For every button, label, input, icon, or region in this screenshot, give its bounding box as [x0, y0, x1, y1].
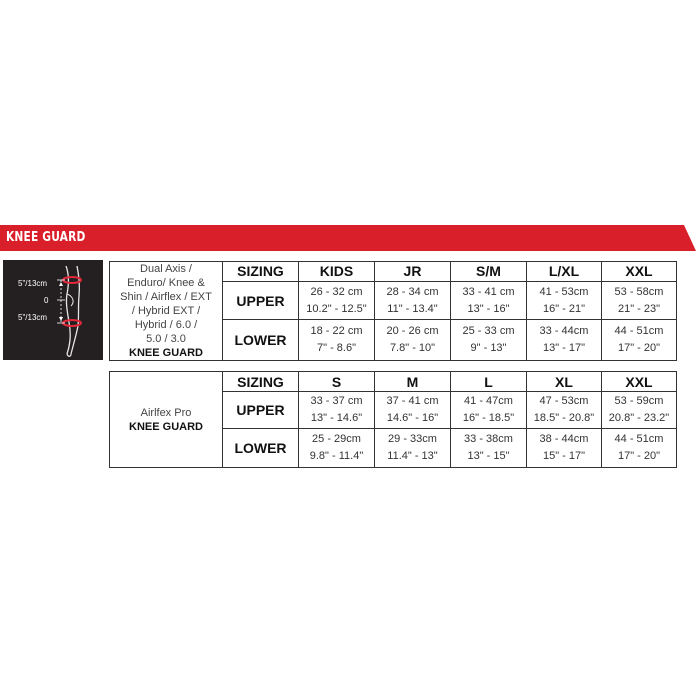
- measurement-cell: 33 - 44cm 13" - 17": [527, 320, 602, 361]
- banner-shape: [0, 225, 696, 251]
- size-header: XL: [527, 372, 602, 392]
- measurement-cell: 25 - 33 cm 9" - 13": [451, 320, 527, 361]
- measurement-cell: 41 - 47cm 16" - 18.5": [451, 392, 527, 429]
- model-cell: [110, 372, 223, 468]
- knee-measurement-diagram: [3, 260, 103, 360]
- sizing-header: SIZING: [223, 372, 299, 392]
- model-cell: [110, 262, 223, 361]
- size-header: S: [299, 372, 375, 392]
- measurement-cell: 18 - 22 cm 7" - 8.6": [299, 320, 375, 361]
- model-line: Dual Axis /: [140, 263, 192, 275]
- model-line: / Hybrid EXT /: [131, 305, 201, 317]
- measurement-cell: 25 - 29cm 9.8" - 11.4": [299, 429, 375, 468]
- model-line: Enduro/ Knee &: [127, 277, 205, 289]
- knee-leg-outline-icon: [3, 260, 103, 360]
- measurement-cell: 33 - 37 cm 13" - 14.6": [299, 392, 375, 429]
- model-name-bold: KNEE GUARD: [129, 347, 203, 359]
- row-label-upper: UPPER: [223, 281, 299, 320]
- section-title: KNEE GUARD: [6, 230, 86, 245]
- size-header: S/M: [451, 262, 527, 282]
- measurement-cell: 44 - 51cm 17" - 20": [602, 320, 677, 361]
- size-header: XXL: [602, 262, 677, 282]
- model-line: Shin / Airflex / EXT: [120, 291, 212, 303]
- model-line: 5.0 / 3.0: [146, 333, 186, 345]
- measurement-cell: 26 - 32 cm 10.2" - 12.5": [299, 281, 375, 320]
- measurement-cell: 44 - 51cm 17" - 20": [602, 429, 677, 468]
- size-header: M: [375, 372, 451, 392]
- model-line: Airlfex Pro: [140, 406, 192, 419]
- model-name-bold: KNEE GUARD: [129, 420, 203, 433]
- measurement-cell: 20 - 26 cm 7.8" - 10": [375, 320, 451, 361]
- section-banner: [0, 225, 696, 251]
- size-header: L/XL: [527, 262, 602, 282]
- sizing-header: SIZING: [223, 262, 299, 282]
- size-header: KIDS: [299, 262, 375, 282]
- measurement-cell: 53 - 59cm 20.8" - 23.2": [602, 392, 677, 429]
- measurement-cell: 29 - 33cm 11.4" - 13": [375, 429, 451, 468]
- size-header: XXL: [602, 372, 677, 392]
- size-header: JR: [375, 262, 451, 282]
- row-label-lower: LOWER: [223, 429, 299, 468]
- zero-mark-label: 0: [44, 296, 49, 305]
- size-chart-table-2: [109, 371, 677, 468]
- measurement-cell: 37 - 41 cm 14.6" - 16": [375, 392, 451, 429]
- model-line: Hybrid / 6.0 /: [134, 319, 198, 331]
- lower-offset-label: 5"/13cm: [18, 313, 48, 322]
- measurement-cell: 33 - 41 cm 13" - 16": [451, 281, 527, 320]
- measurement-cell: 41 - 53cm 16" - 21": [527, 281, 602, 320]
- size-header: L: [451, 372, 527, 392]
- upper-offset-label: 5"/13cm: [18, 279, 48, 288]
- measurement-cell: 33 - 38cm 13" - 15": [451, 429, 527, 468]
- measurement-cell: 47 - 53cm 18.5" - 20.8": [527, 392, 602, 429]
- measurement-cell: 38 - 44cm 15" - 17": [527, 429, 602, 468]
- row-label-lower: LOWER: [223, 320, 299, 361]
- measurement-cell: 53 - 58cm 21" - 23": [602, 281, 677, 320]
- measurement-cell: 28 - 34 cm 11" - 13.4": [375, 281, 451, 320]
- size-chart-table-1: [109, 261, 677, 361]
- row-label-upper: UPPER: [223, 392, 299, 429]
